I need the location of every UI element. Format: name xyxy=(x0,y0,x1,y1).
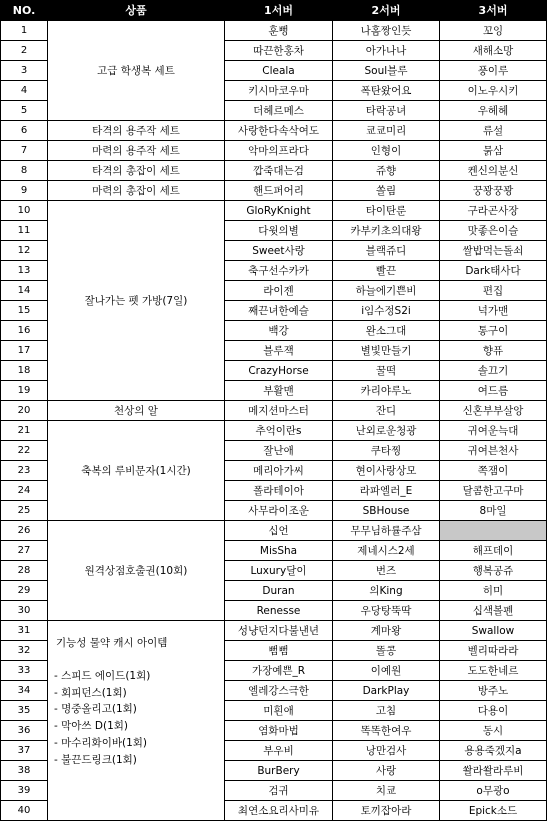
winner-server-3: 묽삼 xyxy=(440,141,547,161)
winner-server-2: 블랙쥬디 xyxy=(333,241,440,261)
winner-server-1: 미흰애 xyxy=(225,701,333,721)
winner-server-3: 꼬잉 xyxy=(440,21,547,41)
row-number: 38 xyxy=(1,761,48,781)
winner-server-1: 부우비 xyxy=(225,741,333,761)
row-number: 5 xyxy=(1,101,48,121)
row-number: 7 xyxy=(1,141,48,161)
header-server-1: 1서버 xyxy=(225,1,333,21)
winner-server-3: 맛좋은이슬 xyxy=(440,221,547,241)
winner-server-3: 이노우시키 xyxy=(440,81,547,101)
winner-server-2: SBHouse xyxy=(333,501,440,521)
winner-server-2: 나홈짱인듯 xyxy=(333,21,440,41)
product-name xyxy=(48,621,225,821)
winner-server-1: 메지션마스터 xyxy=(225,401,333,421)
table-row xyxy=(1,181,547,201)
winner-server-3: Dark태사다 xyxy=(440,261,547,281)
winner-server-2: 별빛만들기 xyxy=(333,341,440,361)
row-number: 36 xyxy=(1,721,48,741)
winner-server-1: 사랑한다속삭여도 xyxy=(225,121,333,141)
row-number: 31 xyxy=(1,621,48,641)
winner-server-3: 켄신의분신 xyxy=(440,161,547,181)
winner-server-2: 하늘에기쁜비 xyxy=(333,281,440,301)
row-number: 19 xyxy=(1,381,48,401)
winner-server-1: 뻠뻠 xyxy=(225,641,333,661)
winner-server-1: 블루잭 xyxy=(225,341,333,361)
winner-server-2: 타락공녀 xyxy=(333,101,440,121)
winner-server-1: 따끈한홍차 xyxy=(225,41,333,61)
winner-server-2: 낭만검사 xyxy=(333,741,440,761)
row-number: 35 xyxy=(1,701,48,721)
winner-server-3: 동시 xyxy=(440,721,547,741)
winner-server-3: 용용죽겠지a xyxy=(440,741,547,761)
winner-server-1: 백강 xyxy=(225,321,333,341)
winner-server-1: Renesse xyxy=(225,601,333,621)
row-number: 17 xyxy=(1,341,48,361)
row-number: 23 xyxy=(1,461,48,481)
winner-server-3: 류설 xyxy=(440,121,547,141)
winner-server-3: 넉가맨 xyxy=(440,301,547,321)
winner-server-3: 8마일 xyxy=(440,501,547,521)
winner-server-3: Epick소드 xyxy=(440,801,547,821)
winner-server-2: 빨끈 xyxy=(333,261,440,281)
winner-server-2: DarkPlay xyxy=(333,681,440,701)
winner-server-1: Luxury달이 xyxy=(225,561,333,581)
table-row xyxy=(1,521,547,541)
winner-server-2: 카리야루노 xyxy=(333,381,440,401)
product-title: 기능성 물약 캐시 아이템 xyxy=(56,637,168,649)
row-number: 30 xyxy=(1,601,48,621)
winner-server-2: 완소그대 xyxy=(333,321,440,341)
row-number: 26 xyxy=(1,521,48,541)
winner-server-2: 치쿄 xyxy=(333,781,440,801)
winner-server-1: 더헤르메스 xyxy=(225,101,333,121)
winner-server-3: 우헤헤 xyxy=(440,101,547,121)
table-row xyxy=(1,201,547,221)
winner-server-1: Sweet사랑 xyxy=(225,241,333,261)
winner-server-2: 토끼잡아라 xyxy=(333,801,440,821)
winner-server-3: 꿍꽝꿍꽝 xyxy=(440,181,547,201)
winner-server-3: 벨리따라라 xyxy=(440,641,547,661)
winner-server-1: 십언 xyxy=(225,521,333,541)
winner-server-1: 핸드퍼어리 xyxy=(225,181,333,201)
row-number: 4 xyxy=(1,81,48,101)
row-number: 40 xyxy=(1,801,48,821)
row-number: 8 xyxy=(1,161,48,181)
winner-server-1: 축구선수카카 xyxy=(225,261,333,281)
winner-server-2: 난외로운청광 xyxy=(333,421,440,441)
product-name: 마력의 총잡이 세트 xyxy=(48,181,225,201)
table-row xyxy=(1,21,547,41)
winner-server-3: 여드름 xyxy=(440,381,547,401)
winner-server-1: 훈뻥 xyxy=(225,21,333,41)
row-number: 18 xyxy=(1,361,48,381)
winner-server-2: 현이사랑상모 xyxy=(333,461,440,481)
row-number: 33 xyxy=(1,661,48,681)
winner-server-1: Cleala xyxy=(225,61,333,81)
winner-server-1: 가장예쁜_R xyxy=(225,661,333,681)
header-product: 상품 xyxy=(48,1,225,21)
product-option: - 명중올리고(1회) xyxy=(54,703,137,716)
winner-server-2: 우당탕뚝딱 xyxy=(333,601,440,621)
winner-server-1: 키시마코우마 xyxy=(225,81,333,101)
winner-server-2: 아가나나 xyxy=(333,41,440,61)
row-number: 9 xyxy=(1,181,48,201)
winner-server-1: 엘레강스극한 xyxy=(225,681,333,701)
row-number: 10 xyxy=(1,201,48,221)
winner-server-1: 악마의프라다 xyxy=(225,141,333,161)
winner-server-2: 인형이 xyxy=(333,141,440,161)
winner-server-2: 무무님하률주삼 xyxy=(333,521,440,541)
winner-server-1: 성냥던지다불낸년 xyxy=(225,621,333,641)
winner-server-2: 이예원 xyxy=(333,661,440,681)
product-option: - 스피드 에이드(1회) xyxy=(54,669,151,682)
winner-server-1: 검귀 xyxy=(225,781,333,801)
winner-server-3: 신혼부부살앙 xyxy=(440,401,547,421)
winner-server-3: 향퓨 xyxy=(440,341,547,361)
winner-server-2: i임수정S2i xyxy=(333,301,440,321)
winner-server-1: 째끈녀한예슬 xyxy=(225,301,333,321)
row-number: 20 xyxy=(1,401,48,421)
winner-server-3: 편집 xyxy=(440,281,547,301)
product-name: 타격의 용주작 세트 xyxy=(48,121,225,141)
row-number: 13 xyxy=(1,261,48,281)
winner-server-3: 귀여븐천사 xyxy=(440,441,547,461)
winner-server-2: Soul블루 xyxy=(333,61,440,81)
row-number: 25 xyxy=(1,501,48,521)
row-number: 32 xyxy=(1,641,48,661)
winner-server-3: 쏼라쏼라루비 xyxy=(440,761,547,781)
winner-server-2: 계마왕 xyxy=(333,621,440,641)
winner-server-3: 해프데이 xyxy=(440,541,547,561)
winner-server-2: 의King xyxy=(333,581,440,601)
winner-server-3: 행복공쥬 xyxy=(440,561,547,581)
product-name: 원격상점호출권(10회) xyxy=(48,521,225,621)
row-number: 1 xyxy=(1,21,48,41)
winner-server-3: 다용이 xyxy=(440,701,547,721)
row-number: 11 xyxy=(1,221,48,241)
row-number: 29 xyxy=(1,581,48,601)
winner-server-1: CrazyHorse xyxy=(225,361,333,381)
winner-server-1: 부활맨 xyxy=(225,381,333,401)
table-row xyxy=(1,421,547,441)
header-server-3: 3서버 xyxy=(440,1,547,21)
row-number: 6 xyxy=(1,121,48,141)
winner-server-2: 타이탄룬 xyxy=(333,201,440,221)
winner-server-1: Duran xyxy=(225,581,333,601)
product-name: 타격의 총잡이 세트 xyxy=(48,161,225,181)
winner-server-1: 폴라테이아 xyxy=(225,481,333,501)
row-number: 15 xyxy=(1,301,48,321)
winner-server-2: 꿀떡 xyxy=(333,361,440,381)
row-number: 34 xyxy=(1,681,48,701)
product-name: 잘나가는 펫 가방(7일) xyxy=(48,201,225,401)
header-no: NO. xyxy=(1,1,48,21)
winner-server-1: 깝죽대는검 xyxy=(225,161,333,181)
winner-server-2: 똑똑한여우 xyxy=(333,721,440,741)
winner-server-2: 제네시스2세 xyxy=(333,541,440,561)
table-row xyxy=(1,401,547,421)
table-row xyxy=(1,121,547,141)
winner-server-1: MisSha xyxy=(225,541,333,561)
winner-server-1: 최연소요리사미유 xyxy=(225,801,333,821)
winner-server-2: 쏠림 xyxy=(333,181,440,201)
winner-server-3: 솔끄기 xyxy=(440,361,547,381)
row-number: 24 xyxy=(1,481,48,501)
empty-cell xyxy=(440,521,547,541)
row-number: 37 xyxy=(1,741,48,761)
winner-server-1: 사무라이조운 xyxy=(225,501,333,521)
winner-server-3: 쌀밥먹는돌쇠 xyxy=(440,241,547,261)
winner-server-3: 귀여운늑대 xyxy=(440,421,547,441)
winner-server-3: 달콤한고구마 xyxy=(440,481,547,501)
header-row xyxy=(1,1,547,21)
row-number: 28 xyxy=(1,561,48,581)
winner-server-1: 다윗의별 xyxy=(225,221,333,241)
winner-server-2: 잔디 xyxy=(333,401,440,421)
winner-server-1: GloRyKnight xyxy=(225,201,333,221)
winner-server-2: 사랑 xyxy=(333,761,440,781)
winner-server-2: 쿠타찡 xyxy=(333,441,440,461)
winner-server-1: 잘난애 xyxy=(225,441,333,461)
winner-server-2: 라파엘러_E xyxy=(333,481,440,501)
row-number: 21 xyxy=(1,421,48,441)
winner-server-1: 염화마법 xyxy=(225,721,333,741)
winner-server-2: 고침 xyxy=(333,701,440,721)
winner-server-3: 십색볼펜 xyxy=(440,601,547,621)
winner-server-2: 번즈 xyxy=(333,561,440,581)
product-option: - 막아쓰 D(1회) xyxy=(54,720,128,733)
row-number: 39 xyxy=(1,781,48,801)
winner-server-2: 쥬향 xyxy=(333,161,440,181)
winner-server-3: 통구이 xyxy=(440,321,547,341)
product-option: - 회피던스(1회) xyxy=(54,686,127,699)
winner-server-2: 카부키초의대왕 xyxy=(333,221,440,241)
row-number: 16 xyxy=(1,321,48,341)
winner-server-1: 추억이란s xyxy=(225,421,333,441)
row-number: 3 xyxy=(1,61,48,81)
winner-server-3: 새해소망 xyxy=(440,41,547,61)
winner-server-2: 쿄쿄미리 xyxy=(333,121,440,141)
row-number: 14 xyxy=(1,281,48,301)
product-option: - 마수리화이바(1회) xyxy=(54,736,148,749)
table-row xyxy=(1,161,547,181)
winner-server-1: 라이젠 xyxy=(225,281,333,301)
winner-server-3: o무광o xyxy=(440,781,547,801)
winner-server-3: 풍이루 xyxy=(440,61,547,81)
winners-body xyxy=(1,21,547,821)
table-row xyxy=(1,621,547,641)
winner-server-3: 쪽잼이 xyxy=(440,461,547,481)
winner-server-2: 똘콩 xyxy=(333,641,440,661)
product-name: 축복의 루비문자(1시간) xyxy=(48,421,225,521)
row-number: 22 xyxy=(1,441,48,461)
product-name: 마력의 용주작 세트 xyxy=(48,141,225,161)
product-name: 천상의 알 xyxy=(48,401,225,421)
winner-server-3: 도도한네르 xyxy=(440,661,547,681)
row-number: 2 xyxy=(1,41,48,61)
winner-server-3: Swallow xyxy=(440,621,547,641)
winner-server-2: 폭탄왔어요 xyxy=(333,81,440,101)
winner-server-1: BurBery xyxy=(225,761,333,781)
winner-server-3: 방주노 xyxy=(440,681,547,701)
row-number: 12 xyxy=(1,241,48,261)
header-server-2: 2서버 xyxy=(333,1,440,21)
winner-server-3: 구라곤사장 xyxy=(440,201,547,221)
product-name: 고급 학생복 세트 xyxy=(48,21,225,121)
row-number: 27 xyxy=(1,541,48,561)
product-option: - 불끈드링크(1회) xyxy=(54,753,137,766)
winner-server-3: 히미 xyxy=(440,581,547,601)
winner-server-1: 메리아가씨 xyxy=(225,461,333,481)
table-row xyxy=(1,141,547,161)
